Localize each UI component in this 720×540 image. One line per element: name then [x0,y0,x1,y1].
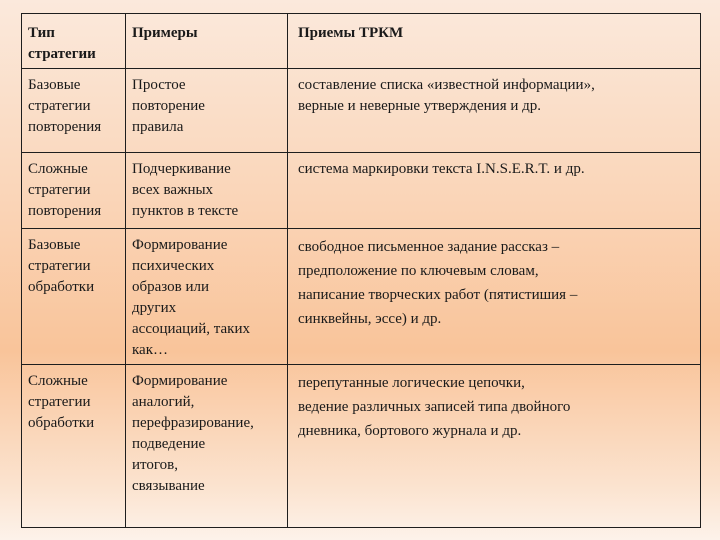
cell-examples-text: Подчеркивание всех важных пунктов в тексте [132,161,239,219]
table-row [22,69,701,153]
cell-examples-text: Формирование аналогий, перефразирование, подведение итогов, связывание [132,373,254,494]
cell-examples [126,229,288,365]
cell-techniques [288,69,701,153]
cell-techniques [288,229,701,365]
header-type-text: Тип стратегии [28,25,96,62]
table-header-row [22,14,701,69]
cell-type-text: Сложные стратегии обработки [28,373,95,431]
cell-type-text: Базовые стратегии обработки [28,237,95,295]
cell-techniques [288,153,701,229]
table-row [22,365,701,528]
table-row [22,153,701,229]
cell-techniques [288,365,701,528]
header-cell-techniques [288,14,701,69]
cell-examples [126,69,288,153]
cell-examples [126,153,288,229]
table-row [22,229,701,365]
header-techniques-text: Приемы ТРКМ [298,25,404,41]
strategies-table [21,13,701,528]
cell-techniques-text: перепутанные логические цепочки, ведение различных записей типа двойного дневника, бортового журнала и др. [298,375,571,439]
cell-type [22,229,126,365]
header-examples-text: Примеры [132,25,198,41]
cell-examples-text: Простое повторение правила [132,77,205,135]
cell-type [22,153,126,229]
cell-techniques-text: составление списка «известной информации», верные и неверные утверждения и др. [298,77,595,114]
cell-techniques-text: система маркировки текста I.N.S.E.R.T. и др. [298,161,585,177]
cell-type [22,365,126,528]
cell-type-text: Базовые стратегии повторения [28,77,102,135]
cell-examples [126,365,288,528]
header-cell-type [22,14,126,69]
cell-techniques-text: свободное письменное задание рассказ – предположение по ключевым словам, написание творческих работ (пятистишия – синквейны, эссе) и др. [298,239,578,327]
cell-type [22,69,126,153]
cell-type-text: Сложные стратегии повторения [28,161,102,219]
header-cell-examples [126,14,288,69]
cell-examples-text: Формирование психических образов или других ассоциаций, таких как… [132,237,250,358]
